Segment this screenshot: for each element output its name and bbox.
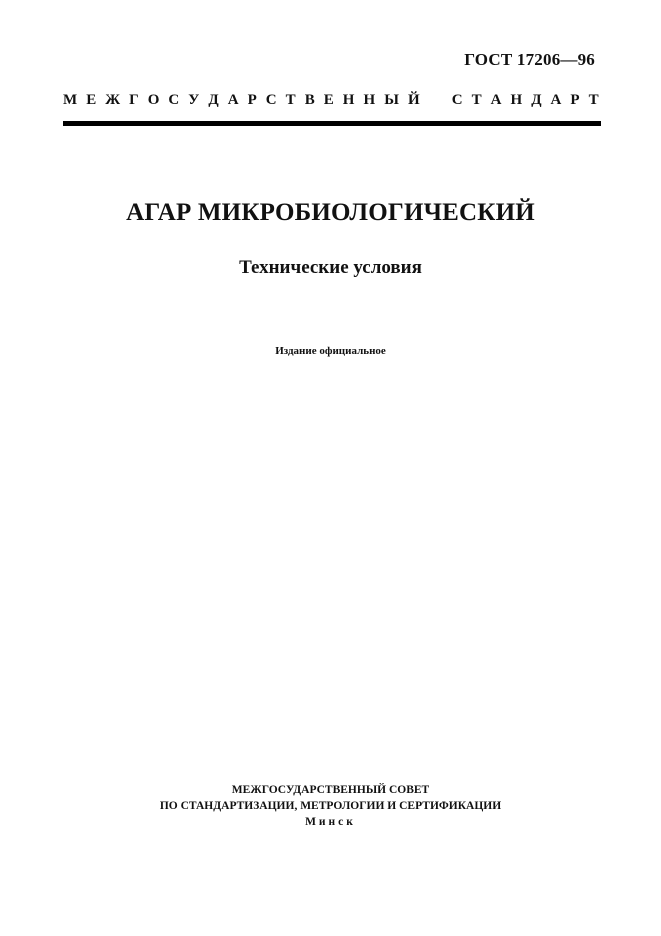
heading-letter: Д xyxy=(208,92,219,108)
publisher-line-2: ПО СТАНДАРТИЗАЦИИ, МЕТРОЛОГИИ И СЕРТИФИКАЦИИ xyxy=(159,800,502,812)
heading-letter: Т xyxy=(471,92,482,108)
header-rule xyxy=(63,121,601,126)
document-subtitle: Технические условия xyxy=(239,257,422,278)
heading-letter: Ы xyxy=(384,92,399,108)
heading-letter: С xyxy=(451,92,463,108)
edition-note: Издание официальное xyxy=(275,345,386,357)
heading-letter: С xyxy=(168,92,180,108)
heading-letter: Г xyxy=(129,92,139,108)
heading-letter: Н xyxy=(510,92,523,108)
heading-letter: А xyxy=(490,92,502,108)
heading-letter: С xyxy=(265,92,277,108)
heading-letter: Р xyxy=(247,92,257,108)
heading-letter: А xyxy=(227,92,239,108)
heading-letter: О xyxy=(147,92,160,108)
publisher-line-1: МЕЖГОСУДАРСТВЕННЫЙ СОВЕТ xyxy=(231,784,430,796)
publisher-city: Минск xyxy=(305,816,356,828)
heading-letter: М xyxy=(63,92,78,108)
document-title: АГАР МИКРОБИОЛОГИЧЕСКИЙ xyxy=(126,199,535,226)
publisher-block xyxy=(0,782,661,830)
heading-letter: Е xyxy=(323,92,334,108)
heading-letter: Д xyxy=(531,92,542,108)
heading-letter: Р xyxy=(570,92,580,108)
heading-letter: Й xyxy=(407,92,420,108)
heading-letter: Т xyxy=(285,92,296,108)
heading-letter: Ж xyxy=(105,92,121,108)
title-block xyxy=(0,199,661,227)
heading-letter: Н xyxy=(342,92,355,108)
heading-letter: Т xyxy=(588,92,599,108)
heading-letter: А xyxy=(550,92,562,108)
heading-letter: В xyxy=(304,92,315,108)
heading-letter: У xyxy=(188,92,200,108)
standard-kind-heading xyxy=(63,92,599,109)
heading-letter: Е xyxy=(86,92,97,108)
letter-gap xyxy=(429,92,443,109)
heading-letter: Н xyxy=(363,92,376,108)
document-code: ГОСТ 17206—96 xyxy=(464,50,595,69)
